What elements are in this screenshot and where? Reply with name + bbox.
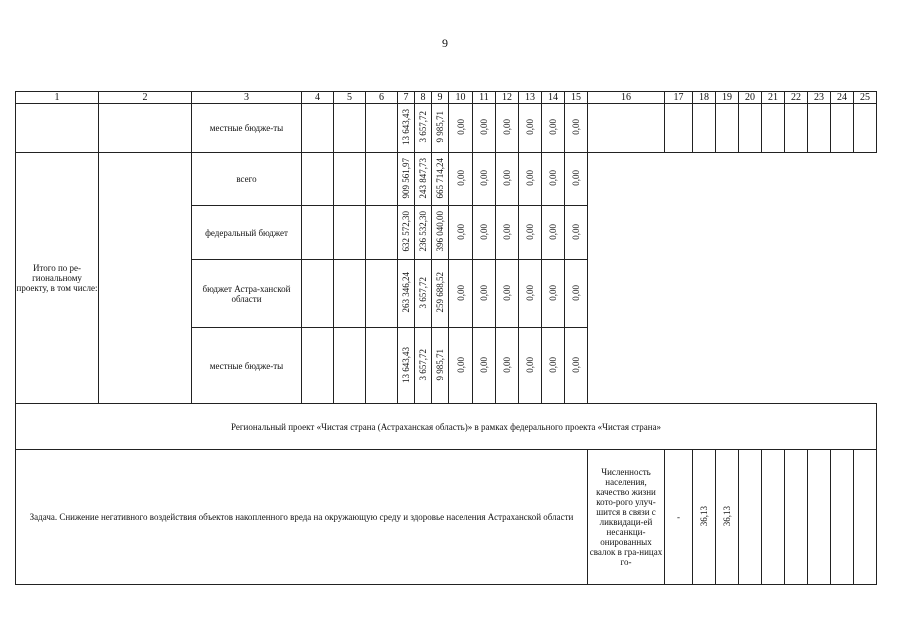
value-year4: 0,00	[473, 104, 496, 153]
funding-source: всего	[192, 153, 302, 206]
value-year6: 0,00	[519, 206, 542, 260]
value-total: 13 643,43	[398, 328, 415, 404]
col-header-19: 19	[716, 92, 739, 104]
value-year2: 396 040,00	[432, 206, 449, 260]
value-year7: 0,00	[542, 153, 565, 206]
cell-empty	[99, 104, 192, 153]
col-header-1: 1	[16, 92, 99, 104]
table-row	[16, 153, 877, 206]
col-header-18: 18	[693, 92, 716, 104]
value-year8: 0,00	[565, 153, 588, 206]
value-year7: 0,00	[542, 104, 565, 153]
value-year4: 0,00	[473, 328, 496, 404]
value-year2: 259 688,52	[432, 260, 449, 328]
col-header-23: 23	[808, 92, 831, 104]
value-year4: 0,00	[473, 260, 496, 328]
value-year1: 3 657,72	[415, 260, 432, 328]
col-header-21: 21	[762, 92, 785, 104]
col-header-3: 3	[192, 92, 302, 104]
value-total: 263 346,24	[398, 260, 415, 328]
value-year6: 0,00	[519, 104, 542, 153]
task-description: Задача. Снижение негативного воздействия объектов накопленного вреда на окружающую среду и здоровье населения Астраханской области	[16, 450, 588, 585]
col-header-15: 15	[565, 92, 588, 104]
indicator-value-1: 36,13	[693, 450, 716, 585]
value-year4: 0,00	[473, 206, 496, 260]
col-header-11: 11	[473, 92, 496, 104]
table-row	[16, 104, 877, 153]
value-year7: 0,00	[542, 328, 565, 404]
value-year8: 0,00	[565, 104, 588, 153]
value-year3: 0,00	[449, 260, 473, 328]
value-year5: 0,00	[496, 260, 519, 328]
col-header-4: 4	[302, 92, 334, 104]
col-header-16: 16	[588, 92, 665, 104]
value-year4: 0,00	[473, 153, 496, 206]
col-header-5: 5	[334, 92, 366, 104]
value-year5: 0,00	[496, 153, 519, 206]
col-header-12: 12	[496, 92, 519, 104]
section-row	[16, 404, 877, 450]
funding-source: федеральный бюджет	[192, 206, 302, 260]
value-year8: 0,00	[565, 206, 588, 260]
cell-empty	[99, 153, 192, 404]
funding-source: бюджет Астра-ханской области	[192, 260, 302, 328]
value-year3: 0,00	[449, 104, 473, 153]
col-header-8: 8	[415, 92, 432, 104]
value-year3: 0,00	[449, 328, 473, 404]
indicator-name: Численность населения, качество жизни кото-рого улуч-шится в связи с ликвидаци-ей несанкци-онированных свалок в гра-ницах го-	[588, 450, 665, 585]
col-header-22: 22	[785, 92, 808, 104]
value-year6: 0,00	[519, 260, 542, 328]
value-year2: 665 714,24	[432, 153, 449, 206]
indicator-base-value: -	[665, 450, 693, 585]
budget-table	[15, 91, 877, 585]
value-year5: 0,00	[496, 328, 519, 404]
value-year6: 0,00	[519, 153, 542, 206]
col-header-14: 14	[542, 92, 565, 104]
value-total: 632 572,30	[398, 206, 415, 260]
indicator-value-2: 36,13	[716, 450, 739, 585]
col-header-7: 7	[398, 92, 415, 104]
value-year2: 9 985,71	[432, 328, 449, 404]
value-year1: 243 847,73	[415, 153, 432, 206]
value-year5: 0,00	[496, 104, 519, 153]
col-header-20: 20	[739, 92, 762, 104]
value-year1: 3 657,72	[415, 104, 432, 153]
value-year7: 0,00	[542, 206, 565, 260]
page-number: 9	[442, 36, 448, 50]
value-year5: 0,00	[496, 206, 519, 260]
value-year8: 0,00	[565, 328, 588, 404]
col-header-2: 2	[99, 92, 192, 104]
value-year7: 0,00	[542, 260, 565, 328]
value-total: 13 643,43	[398, 104, 415, 153]
group-label: Итого по ре-гиональному проекту, в том числе:	[16, 153, 99, 404]
value-total: 909 561,97	[398, 153, 415, 206]
col-header-13: 13	[519, 92, 542, 104]
col-header-24: 24	[831, 92, 854, 104]
funding-source: местные бюдже-ты	[192, 104, 302, 153]
value-year3: 0,00	[449, 153, 473, 206]
col-header-6: 6	[366, 92, 398, 104]
col-header-17: 17	[665, 92, 693, 104]
value-year1: 3 657,72	[415, 328, 432, 404]
funding-source: местные бюдже-ты	[192, 328, 302, 404]
column-number-row	[16, 92, 877, 104]
section-title: Региональный проект «Чистая страна (Астраханская область)» в рамках федерального проекта «Чистая страна»	[16, 404, 877, 450]
value-year8: 0,00	[565, 260, 588, 328]
value-year6: 0,00	[519, 328, 542, 404]
col-header-9: 9	[432, 92, 449, 104]
task-row	[16, 450, 877, 585]
col-header-25: 25	[854, 92, 877, 104]
value-year1: 236 532,30	[415, 206, 432, 260]
col-header-10: 10	[449, 92, 473, 104]
value-year3: 0,00	[449, 206, 473, 260]
value-year2: 9 985,71	[432, 104, 449, 153]
cell-empty	[16, 104, 99, 153]
